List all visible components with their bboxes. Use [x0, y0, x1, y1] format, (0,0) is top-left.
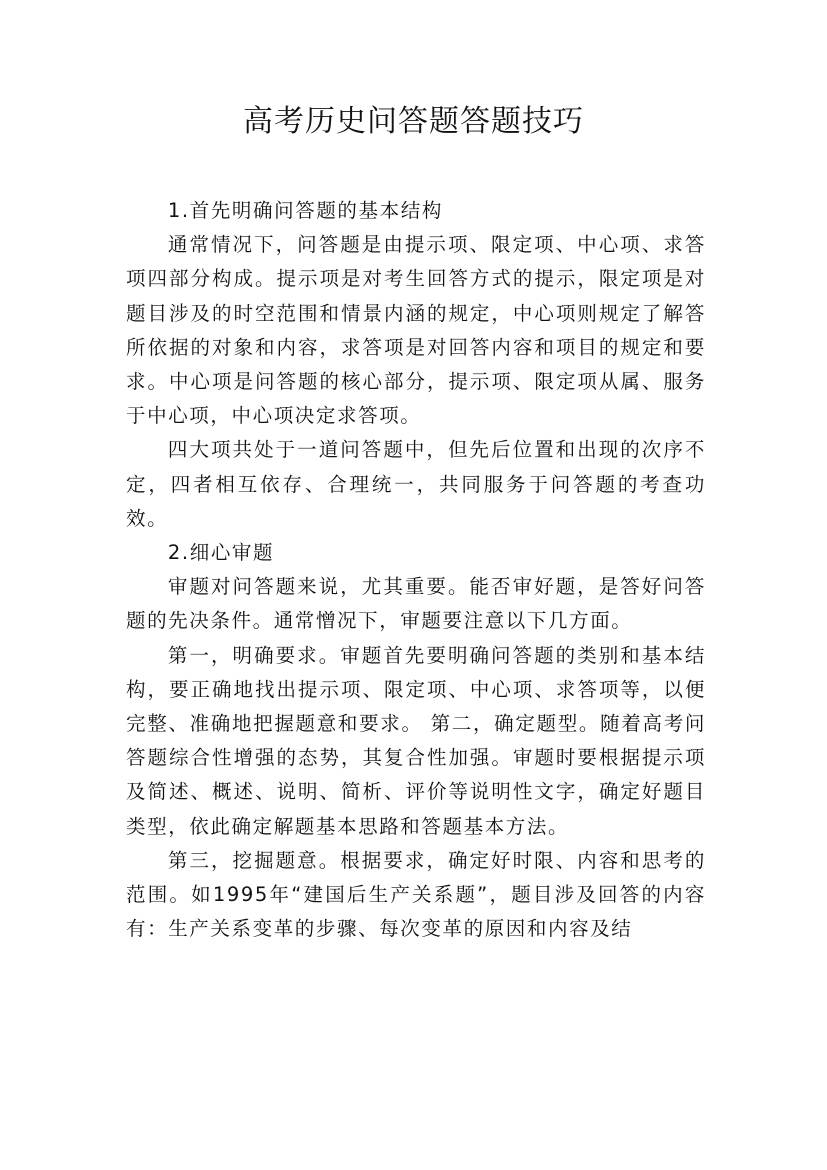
section-heading-2: 2.细心审题 [167, 541, 275, 565]
document-body [126, 194, 706, 946]
paragraph: 第一，明确要求。审题首先要明确问答题的类别和基本结构，要正确地找出提示项、限定项、中心项、求答项等，以便完整、准确地把握题意和要求。 第二，确定题型。随着高考问答题综合性增强的态势，其复合性加强。审题时要根据提示项及简述、概述、说明、简析、评价等说明性文字，确定好题目类型，依此确定解题基本思路和答题基本方法。 [126, 643, 706, 838]
document-title: 高考历史问答题答题技巧 [243, 104, 584, 139]
paragraph: 第三，挖掘题意。根据要求，确定好时限、内容和思考的范围。如1995年“建国后生产关系题”，题目涉及回答的内容有：生产关系变革的步骤、每次变革的原因和内容及结 [126, 848, 706, 941]
paragraph: 审题对问答题来说，尤其重要。能否审好题，是答好问答题的先决条件。通常憎况下，审题要注意以下几方面。 [126, 575, 706, 633]
paragraph: 四大项共处于一道问答题中，但先后位置和出现的次序不定，四者相互依存、合理统一，共同服务于问答题的考查功效。 [126, 438, 706, 530]
paragraph: 通常情况下，问答题是由提示项、限定项、中心项、求答项四部分构成。提示项是对考生回答方式的提示，限定项是对题目涉及的时空范围和情景内涵的规定，中心项则规定了解答所依据的对象和内容，求答项是对回答内容和项目的规定和要求。中心项是问答题的核心部分，提示项、限定项从属、服务于中心项，中心项决定求答项。 [126, 233, 706, 428]
section-heading-1: 1.首先明确问答题的基本结构 [167, 199, 443, 222]
